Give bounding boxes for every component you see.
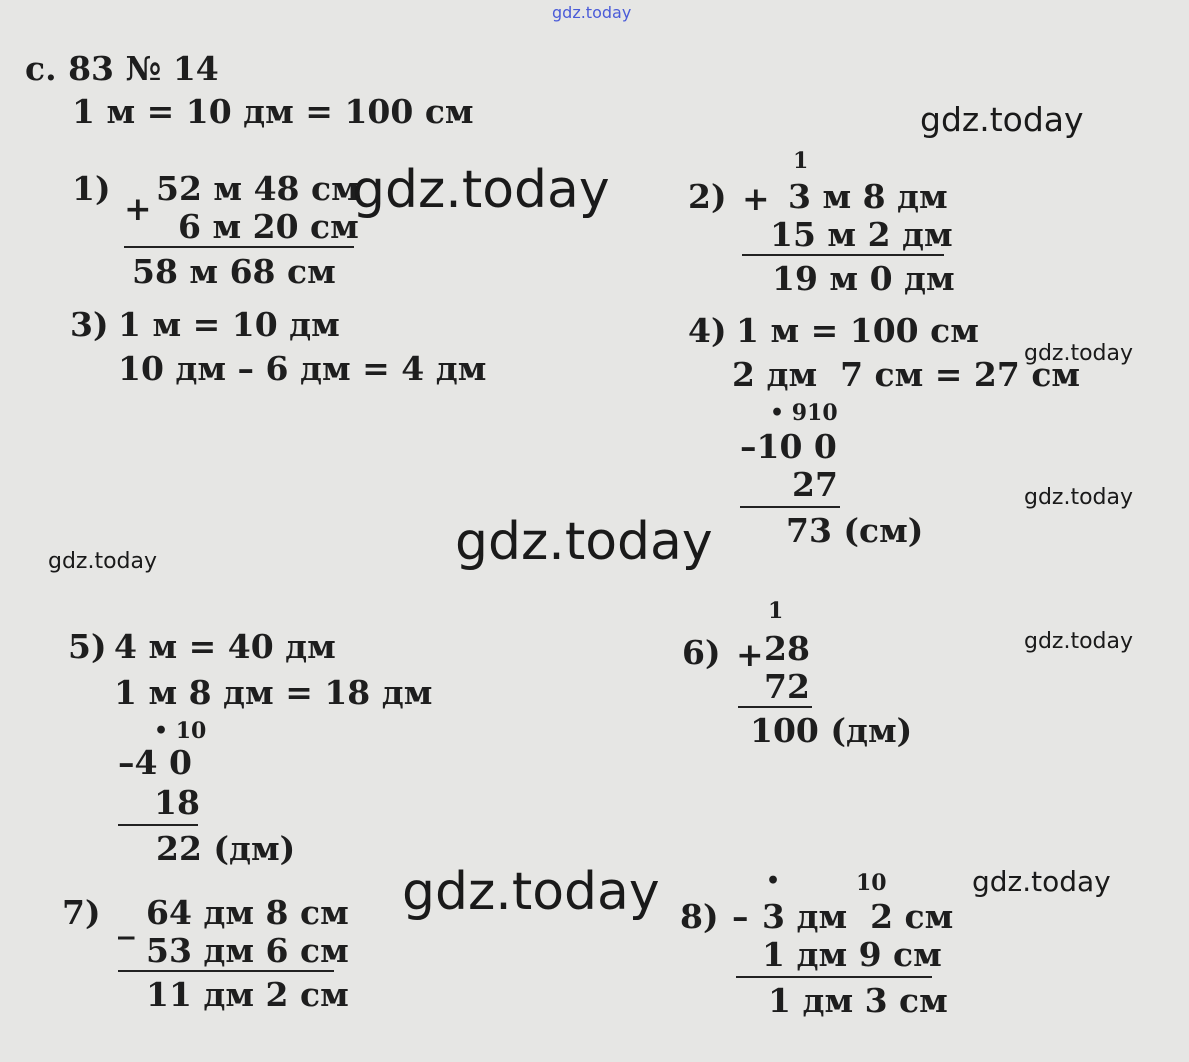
problem-8-line1: 3 дм 2 см [762, 897, 954, 936]
problem-7-rule [118, 970, 334, 972]
problem-6-carry: 1 [768, 598, 784, 624]
problem-5-rule [118, 824, 198, 826]
watermark-bottom-right: gdz.today [972, 865, 1111, 898]
problem-8-borrow-dot: • [766, 868, 781, 894]
problem-2-operator: + [742, 179, 770, 218]
problem-4-subtrahend: 27 [792, 465, 838, 504]
problem-3-line1: 1 м = 10 дм [118, 305, 340, 344]
problem-8-rule [736, 976, 932, 978]
problem-1-line1: 52 м 48 см [156, 169, 360, 208]
problem-1-result: 58 м 68 см [132, 252, 336, 291]
problem-5-line2: 1 м 8 дм = 18 дм [114, 673, 433, 712]
watermark-right-2: gdz.today [1024, 485, 1134, 510]
problem-4-line2: 2 дм 7 см = 27 см [732, 355, 1081, 394]
problem-2-result: 19 м 0 дм [772, 259, 955, 298]
problem-6-label: 6) [682, 633, 721, 672]
problem-7-line2: 53 дм 6 см [146, 931, 349, 970]
problem-4-minuend: –10 0 [740, 427, 837, 466]
problem-8-operator: – [732, 897, 749, 936]
problem-5-line1: 4 м = 40 дм [114, 627, 336, 666]
problem-2-label: 2) [688, 177, 727, 216]
problem-4-result: 73 (см) [786, 511, 924, 550]
problem-2-carry: 1 [793, 148, 809, 174]
problem-5-result: 22 (дм) [156, 829, 296, 868]
problem-2-line1: 3 м 8 дм [788, 177, 948, 216]
problem-5-minuend: –4 0 [118, 743, 192, 782]
problem-4-label: 4) [688, 311, 727, 350]
problem-1-label: 1) [72, 169, 111, 208]
problem-4-line1: 1 м = 100 см [736, 311, 979, 350]
watermark-problem-1: gdz.today [352, 160, 610, 220]
problem-6-operator: + [736, 635, 764, 674]
watermark-left: gdz.today [48, 549, 158, 574]
problem-6-line1: 28 [764, 629, 810, 668]
problem-2-line2: 15 м 2 дм [770, 215, 953, 254]
problem-1-line2: 6 м 20 см [178, 207, 359, 246]
watermark-right-1: gdz.today [1024, 341, 1134, 366]
problem-8-label: 8) [680, 897, 719, 936]
problem-5-subtrahend: 18 [154, 783, 200, 822]
problem-1-rule [124, 246, 354, 248]
watermark-right-3: gdz.today [1024, 629, 1134, 654]
problem-8-line2: 1 дм 9 см [762, 935, 942, 974]
problem-6-rule [738, 706, 812, 708]
problem-6-result: 100 (дм) [750, 711, 913, 750]
problem-8-borrow: 10 [856, 870, 887, 896]
watermark-bottom: gdz.today [402, 862, 660, 922]
problem-5-borrow: • 10 [154, 718, 207, 744]
problem-3-label: 3) [70, 305, 109, 344]
problem-7-operator: _ [118, 901, 135, 940]
unit-conversion: 1 м = 10 дм = 100 см [72, 92, 474, 131]
watermark-top: gdz.today [552, 3, 632, 22]
problem-4-borrow: • 910 [770, 400, 838, 426]
problem-3-line2: 10 дм – 6 дм = 4 дм [118, 349, 487, 388]
problem-5-label: 5) [68, 627, 107, 666]
problem-7-line1: 64 дм 8 см [146, 893, 349, 932]
problem-7-result: 11 дм 2 см [146, 975, 349, 1014]
problem-7-label: 7) [62, 893, 101, 932]
problem-1-operator: + [124, 189, 152, 228]
watermark-center: gdz.today [455, 512, 713, 572]
problem-8-result: 1 дм 3 см [768, 981, 948, 1020]
problem-4-rule [740, 506, 840, 508]
problem-2-rule [742, 254, 944, 256]
watermark-top-right: gdz.today [920, 100, 1084, 139]
page-title: с. 83 № 14 [25, 49, 219, 88]
problem-6-line2: 72 [764, 667, 810, 706]
